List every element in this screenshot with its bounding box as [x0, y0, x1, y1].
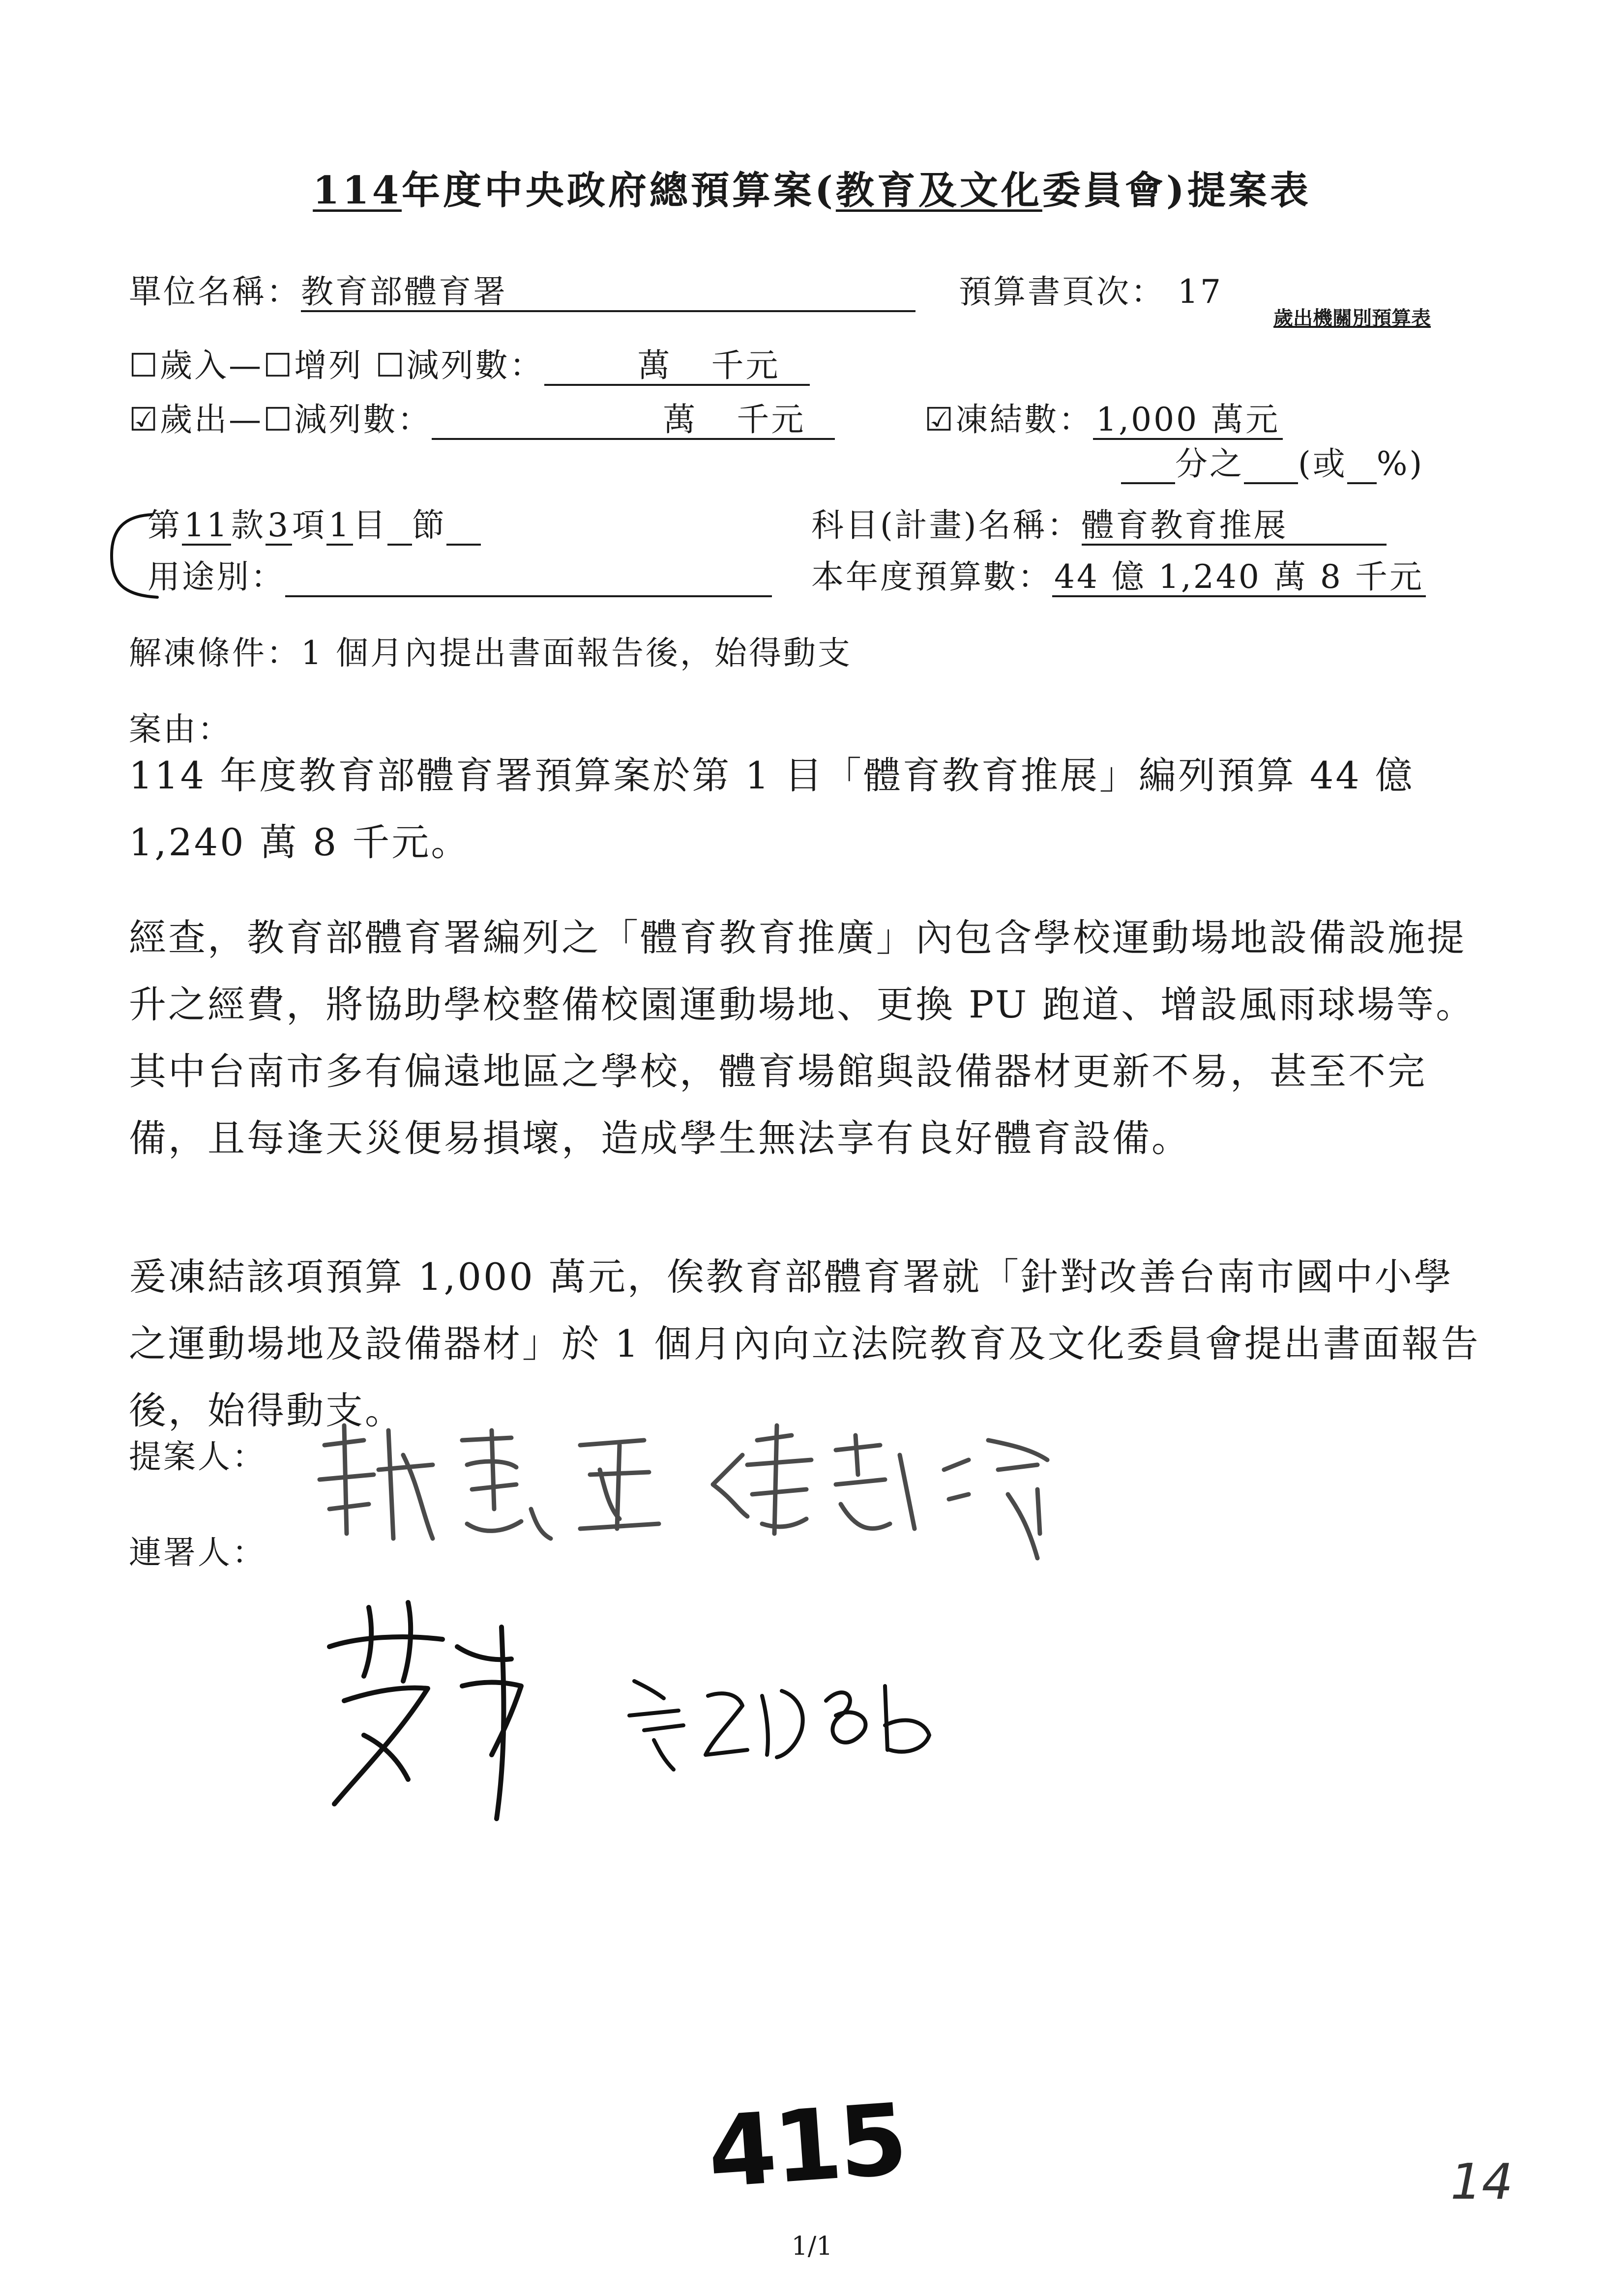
freeze-checkbox[interactable]: ☑ — [924, 401, 956, 438]
subject-row — [811, 499, 1387, 546]
purpose-value — [285, 559, 772, 597]
year-budget-label: 本年度預算數： — [811, 558, 1052, 596]
revenue-unit-qian: 千元 — [711, 347, 780, 384]
item-kuan: 11 — [182, 508, 231, 546]
subject-label: 科目(計畫)名稱： — [811, 506, 1082, 544]
freeze-fraction-blank-3 — [1347, 446, 1377, 484]
year-budget-value: 44 億 1,240 萬 8 千元 — [1052, 559, 1426, 597]
unfreeze-condition: 解凍條件：1 個月內提出書面報告後，始得動支 — [129, 634, 852, 672]
title-post: )提案表 — [1166, 168, 1311, 213]
expenditure-unit-wan: 萬 — [663, 401, 698, 438]
item-label-kuan: 款 — [231, 506, 266, 544]
item-blank-1 — [387, 508, 412, 546]
proposer-signature-2 — [693, 1411, 1077, 1568]
item-row — [148, 499, 481, 546]
freeze-row — [924, 393, 1283, 440]
expenditure-reduce[interactable]: ☐減列數： — [263, 401, 432, 438]
revenue-row — [129, 339, 810, 386]
freeze-fraction — [1121, 437, 1424, 484]
title-mid: 委員會 — [1042, 168, 1166, 213]
revenue-label: 歲入— — [160, 347, 264, 384]
item-label-xiang: 項 — [292, 506, 326, 544]
purpose-label: 用途別： — [148, 558, 285, 596]
title-committee: 教育及文化 — [835, 168, 1042, 213]
purpose-row — [148, 551, 772, 597]
page-number: 1/1 — [791, 2232, 833, 2261]
expenditure-amount — [432, 402, 835, 440]
proposer-signature-1 — [305, 1411, 708, 1568]
freeze-fraction-or: (或 — [1298, 445, 1347, 483]
item-blank-2 — [446, 508, 481, 546]
revenue-reduce[interactable]: ☐減列數： — [375, 347, 544, 384]
revenue-checkbox[interactable]: ☐ — [129, 347, 160, 384]
revenue-amount — [544, 348, 810, 386]
budget-page-label: 預算書頁次： — [959, 273, 1165, 311]
item-xiang: 3 — [266, 508, 292, 546]
unit-value: 教育部體育署 — [301, 274, 915, 312]
proposer-label: 提案人： — [129, 1438, 266, 1476]
freeze-fraction-end: %) — [1376, 445, 1424, 483]
cosigner-signature-1 — [315, 1588, 551, 1843]
reason-paragraph-2: 經查，教育部體育署編列之「體育教育推廣」內包含學校運動場地設備設施提升之經費，將協助學校整備校園運動場地、更換 PU 跑道、增設風雨球場等。其中台南市多有偏遠地區之學校，體育場館與設備器材更新不易，甚至不完備，且每逢天災便易損壞，造成學生無法享有良好體育設備。 — [129, 916, 1476, 1160]
cosigner-label: 連署人： — [129, 1534, 266, 1571]
budget-page-value: 17 — [1177, 273, 1223, 311]
reason-paragraph-1: 114 年度教育部體育署預算案於第 1 目「體育教育推展」編列預算 44 億 1,240 萬 8 千元。 — [129, 754, 1415, 864]
stamp-number: 415 — [704, 2082, 909, 2210]
budget-page-row — [959, 265, 1223, 312]
item-label-di: 第 — [148, 506, 182, 544]
freeze-label: 凍結數： — [955, 401, 1093, 438]
expenditure-row — [129, 393, 835, 440]
cosigner-signature-2 — [610, 1652, 964, 1779]
form-title — [0, 160, 1624, 215]
reason-label: 案由： — [129, 710, 232, 748]
item-mu: 1 — [326, 508, 353, 546]
freeze-fraction-mid: 分之 — [1175, 445, 1244, 483]
reason-paragraph-3: 爰凍結該項預算 1,000 萬元，俟教育部體育署就「針對改善台南市國中小學之運動場地及設備器材」於 1 個月內向立法院教育及文化委員會提出書面報告後，始得動支。 — [129, 1255, 1480, 1432]
freeze-fraction-blank-1 — [1121, 446, 1175, 484]
title-pre: 年度中央政府總預算案( — [401, 168, 836, 213]
revenue-unit-wan: 萬 — [637, 347, 672, 384]
expenditure-checkbox[interactable]: ☑ — [129, 401, 160, 438]
title-year: 114 — [313, 168, 402, 213]
item-label-mu: 目 — [353, 506, 387, 544]
corner-number: 14 — [1450, 2153, 1513, 2210]
item-label-jie: 節 — [412, 506, 446, 544]
unit-row — [129, 265, 915, 312]
freeze-value: 1,000 萬元 — [1093, 402, 1283, 440]
expenditure-unit-qian: 千元 — [737, 401, 806, 438]
revenue-increase[interactable]: ☐增列 — [263, 347, 363, 384]
year-budget-row — [811, 551, 1426, 597]
unit-label: 單位名稱： — [129, 273, 301, 311]
subject-value: 體育教育推展 — [1082, 508, 1387, 546]
expenditure-label: 歲出— — [160, 401, 264, 438]
budget-page-note: 歲出機關別預算表 — [1273, 307, 1431, 330]
freeze-fraction-blank-2 — [1244, 446, 1298, 484]
